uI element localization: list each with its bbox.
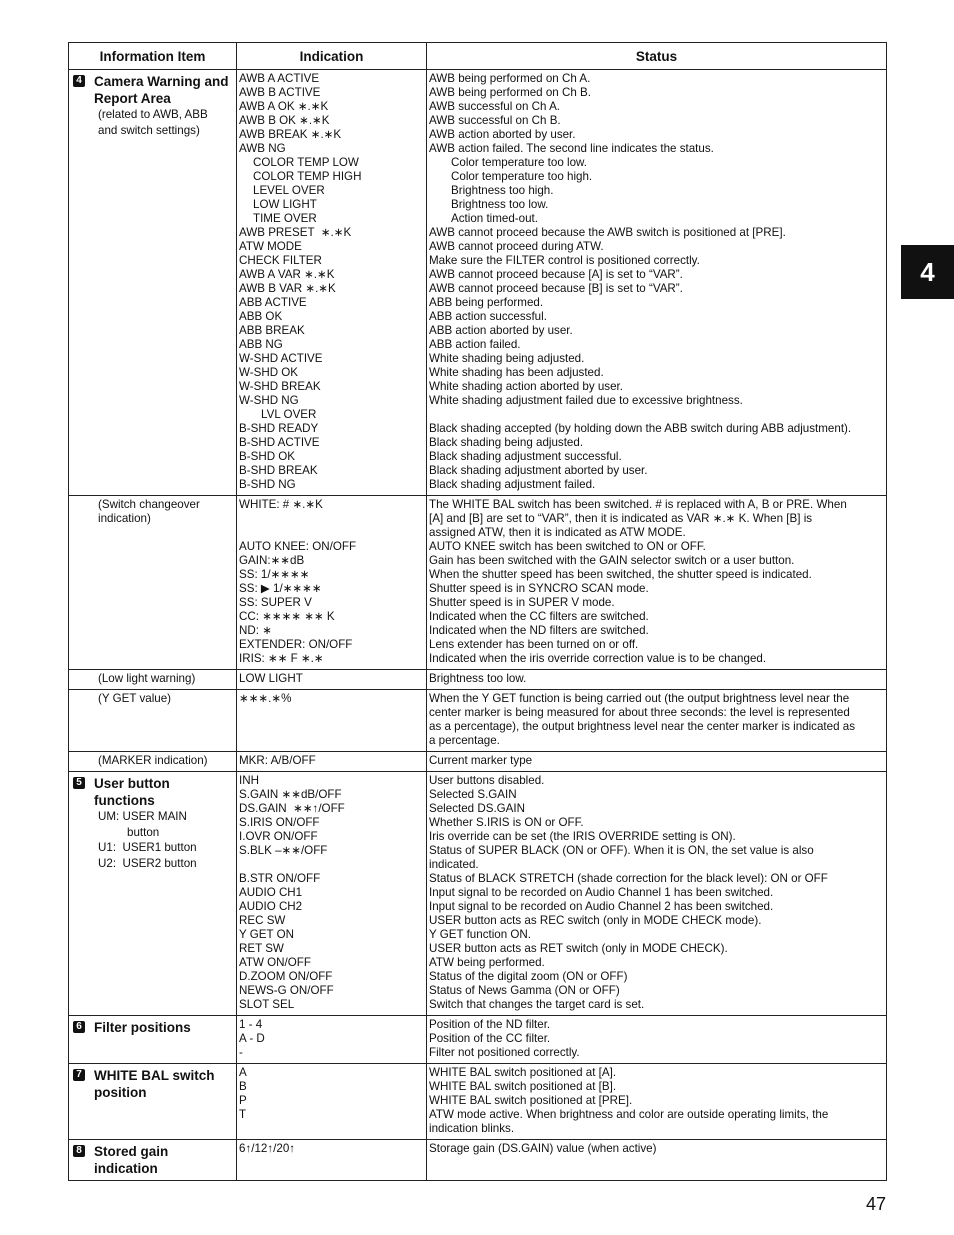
indication-line: -: [239, 1046, 243, 1059]
indication-line: EXTENDER: ON/OFF: [239, 638, 353, 651]
indication-line: LOW LIGHT: [253, 198, 317, 211]
section-title-line: WHITE BAL switch: [94, 1068, 215, 1083]
indication-line: W-SHD BREAK: [239, 380, 321, 393]
status-line: AWB being performed on Ch B.: [429, 86, 591, 99]
section-subtitle: [71, 107, 234, 138]
indication-line: MKR: A/B/OFF: [239, 754, 316, 767]
indication-line: ND: ∗: [239, 624, 272, 637]
status-line: Whether S.IRIS is ON or OFF.: [429, 816, 584, 829]
status-line: Input signal to be recorded on Audio Channel 1 has been switched.: [429, 886, 774, 899]
status-line: Status of the digital zoom (ON or OFF): [429, 970, 628, 983]
status-line: Black shading accepted (by holding down the ABB switch during ABB adjustment).: [429, 422, 852, 435]
status-line: AWB action aborted by user.: [429, 128, 576, 141]
section-subtitle-line: U1: USER1 button: [98, 841, 197, 854]
table-row: [69, 1016, 887, 1064]
indication-line: COLOR TEMP HIGH: [253, 170, 362, 183]
indication-line: B-SHD BREAK: [239, 464, 318, 477]
status-line: WHITE BAL switch positioned at [PRE].: [429, 1094, 633, 1107]
section-subtitle-line: and switch settings): [98, 123, 200, 137]
section-title-line: Stored gain: [94, 1144, 169, 1159]
table-header-row: [69, 43, 887, 70]
indication-line: [239, 526, 424, 540]
indication-line: [239, 858, 424, 872]
section-title: [71, 775, 234, 809]
indication-line: GAIN:∗∗dB: [239, 554, 305, 567]
indication-line: LOW LIGHT: [239, 672, 303, 685]
indication-line: AWB A VAR ∗.∗K: [239, 268, 335, 281]
indication-line: CHECK FILTER: [239, 254, 322, 267]
indication-line: AWB B ACTIVE: [239, 86, 321, 99]
indication-line: W-SHD OK: [239, 366, 299, 379]
section-title-line: Report Area: [94, 91, 171, 106]
indication-line: DS.GAIN ∗∗↑/OFF: [239, 802, 345, 815]
status-line: Y GET function ON.: [429, 928, 532, 941]
indication-line: LEVEL OVER: [253, 184, 325, 197]
status-line: White shading being adjusted.: [429, 352, 585, 365]
status-line: [A] and [B] are set to “VAR”, then it is indicated as VAR ∗.∗ K. When [B] is: [429, 512, 813, 525]
status-line: Brightness too low.: [451, 198, 549, 211]
indication-cell: [237, 1016, 427, 1064]
status-line: Position of the ND filter.: [429, 1018, 551, 1031]
status-line: Shutter speed is in SYNCRO SCAN mode.: [429, 582, 649, 595]
item-label: [71, 498, 234, 526]
status-line: AWB successful on Ch B.: [429, 114, 561, 127]
section-number-badge: 7: [73, 1069, 85, 1081]
indication-line: B-SHD OK: [239, 450, 296, 463]
information-item-cell: [69, 670, 237, 690]
status-line: Gain has been switched with the GAIN selector switch or a user button.: [429, 554, 795, 567]
header-status: Status: [427, 43, 887, 70]
section-number-badge: 5: [73, 777, 85, 789]
status-line: AWB cannot proceed because [B] is set to “VAR”.: [429, 282, 683, 295]
indication-line: T: [239, 1108, 247, 1121]
indication-line: COLOR TEMP LOW: [253, 156, 359, 169]
indication-line: AWB A OK ∗.∗K: [239, 100, 329, 113]
chapter-tab: 4: [901, 245, 954, 299]
indication-line: AUTO KNEE: ON/OFF: [239, 540, 357, 553]
section-title: [71, 1067, 234, 1101]
item-label-line: (Y GET value): [98, 692, 172, 705]
indication-line: WHITE: # ∗.∗K: [239, 498, 323, 511]
indication-line: P: [239, 1094, 247, 1107]
section-subtitle: [71, 809, 234, 871]
indication-line: SLOT SEL: [239, 998, 295, 1011]
section-title-text: [94, 775, 170, 809]
status-cell: [427, 1064, 887, 1140]
table-row: [69, 496, 887, 670]
section-title-line: indication: [94, 1161, 158, 1176]
indication-line: LVL OVER: [261, 408, 317, 421]
status-line: AWB action failed. The second line indicates the status.: [429, 142, 714, 155]
status-line: AWB cannot proceed because the AWB switch is positioned at [PRE].: [429, 226, 786, 239]
status-line: Color temperature too low.: [451, 156, 587, 169]
information-item-cell: [69, 690, 237, 752]
status-line: Status of BLACK STRETCH (shade correction for the black level): ON or OFF: [429, 872, 828, 885]
indication-line: AWB NG: [239, 142, 286, 155]
status-line: Iris override can be set (the IRIS OVERRIDE setting is ON).: [429, 830, 736, 843]
indication-line: A - D: [239, 1032, 265, 1045]
status-line: AWB successful on Ch A.: [429, 100, 561, 113]
indication-line: [239, 1122, 424, 1136]
information-table: [68, 42, 887, 1181]
status-line: When the Y GET function is being carried out (the output brightness level near the: [429, 692, 850, 705]
section-number-badge: 6: [73, 1021, 85, 1033]
status-line: WHITE BAL switch positioned at [B].: [429, 1080, 617, 1093]
status-line: center marker is being measured for about three seconds: the level is represented: [429, 706, 850, 719]
item-label: [71, 754, 234, 768]
status-line: Indicated when the ND filters are switched.: [429, 624, 649, 637]
indication-cell: [237, 670, 427, 690]
indication-line: ABB ACTIVE: [239, 296, 307, 309]
table-row: [69, 1064, 887, 1140]
status-cell: [427, 1140, 887, 1181]
section-subtitle-line: button: [98, 825, 160, 839]
status-cell: [427, 690, 887, 752]
status-line: AWB cannot proceed because [A] is set to “VAR”.: [429, 268, 683, 281]
indication-line: AWB B OK ∗.∗K: [239, 114, 330, 127]
status-line: ABB action successful.: [429, 310, 547, 323]
status-cell: [427, 670, 887, 690]
indication-line: AUDIO CH1: [239, 886, 303, 899]
information-item-cell: [69, 70, 237, 496]
status-cell: [427, 772, 887, 1016]
status-line: Black shading adjustment aborted by user.: [429, 464, 648, 477]
indication-line: ABB BREAK: [239, 324, 305, 337]
indication-line: AWB B VAR ∗.∗K: [239, 282, 336, 295]
indication-line: ∗∗∗.∗%: [239, 692, 292, 705]
indication-line: INH: [239, 774, 259, 787]
status-line: WHITE BAL switch positioned at [A].: [429, 1066, 617, 1079]
item-label-line: (Low light warning): [98, 672, 196, 685]
indication-cell: [237, 1064, 427, 1140]
status-line: Brightness too high.: [451, 184, 554, 197]
indication-line: ATW MODE: [239, 240, 302, 253]
status-cell: [427, 1016, 887, 1064]
indication-line: B-SHD READY: [239, 422, 319, 435]
status-line: USER button acts as REC switch (only in MODE CHECK mode).: [429, 914, 762, 927]
indication-line: SS: ▶ 1/∗∗∗∗: [239, 582, 322, 595]
indication-line: AWB A ACTIVE: [239, 72, 320, 85]
section-title: [71, 1143, 234, 1177]
indication-line: S.BLK –∗∗/OFF: [239, 844, 328, 857]
table-row: [69, 772, 887, 1016]
status-cell: [427, 752, 887, 772]
status-line: White shading adjustment failed due to excessive brightness.: [429, 394, 743, 407]
information-item-cell: [69, 772, 237, 1016]
information-item-cell: [69, 1016, 237, 1064]
indication-line: B-SHD ACTIVE: [239, 436, 320, 449]
indication-line: ATW ON/OFF: [239, 956, 311, 969]
indication-line: NEWS-G ON/OFF: [239, 984, 334, 997]
indication-line: B-SHD NG: [239, 478, 296, 491]
indication-line: 1 - 4: [239, 1018, 263, 1031]
section-title-line: Camera Warning and: [94, 74, 229, 89]
status-line: assigned ATW, then it is indicated as ATW MODE.: [429, 526, 686, 539]
status-line: Position of the CC filter.: [429, 1032, 551, 1045]
status-line: Black shading adjustment failed.: [429, 478, 596, 491]
status-line: indicated.: [429, 858, 479, 871]
indication-line: B.STR ON/OFF: [239, 872, 321, 885]
status-line: White shading action aborted by user.: [429, 380, 623, 393]
status-line: Brightness too low.: [429, 672, 527, 685]
information-item-cell: [69, 496, 237, 670]
status-cell: [427, 496, 887, 670]
indication-line: AWB BREAK ∗.∗K: [239, 128, 342, 141]
indication-line: SS: SUPER V: [239, 596, 312, 609]
status-line: Filter not positioned correctly.: [429, 1046, 580, 1059]
status-line: Black shading adjustment successful.: [429, 450, 622, 463]
indication-line: ABB NG: [239, 338, 283, 351]
section-subtitle-line: U2: USER2 button: [98, 856, 197, 870]
indication-line: SS: 1/∗∗∗∗: [239, 568, 310, 581]
status-line: Input signal to be recorded on Audio Channel 2 has been switched.: [429, 900, 774, 913]
status-line: Current marker type: [429, 754, 533, 767]
table-row: [69, 690, 887, 752]
status-line: Selected DS.GAIN: [429, 802, 526, 815]
indication-line: D.ZOOM ON/OFF: [239, 970, 333, 983]
indication-line: TIME OVER: [253, 212, 317, 225]
indication-line: A: [239, 1066, 247, 1079]
page-number: 47: [866, 1194, 887, 1214]
status-line: User buttons disabled.: [429, 774, 545, 787]
status-line: as a percentage), the output brightness level near the center marker is indicated as: [429, 720, 855, 733]
section-title: [71, 73, 234, 107]
status-line: ATW mode active. When brightness and color are outside operating limits, the: [429, 1108, 829, 1121]
indication-line: S.IRIS ON/OFF: [239, 816, 320, 829]
status-line: Storage gain (DS.GAIN) value (when active): [429, 1142, 657, 1155]
item-label-line: indication): [98, 512, 151, 525]
table-row: [69, 670, 887, 690]
indication-line: RET SW: [239, 942, 284, 955]
status-line: AWB cannot proceed during ATW.: [429, 240, 604, 253]
information-item-cell: [69, 1140, 237, 1181]
status-line: When the shutter speed has been switched, the shutter speed is indicated.: [429, 568, 812, 581]
section-title-text: [94, 1019, 191, 1036]
status-line: ABB being performed.: [429, 296, 544, 309]
header-information-item: Information Item: [69, 43, 237, 70]
indication-cell: [237, 1140, 427, 1181]
status-line: The WHITE BAL switch has been switched. # is replaced with A, B or PRE. When: [429, 498, 847, 511]
indication-line: B: [239, 1080, 247, 1093]
status-line: Indicated when the iris override correction value is to be changed.: [429, 652, 767, 665]
status-line: Status of News Gamma (ON or OFF): [429, 984, 620, 997]
indication-line: AUDIO CH2: [239, 900, 303, 913]
section-title-line: Filter positions: [94, 1020, 191, 1035]
indication-line: W-SHD NG: [239, 394, 299, 407]
indication-cell: [237, 752, 427, 772]
indication-line: [239, 512, 424, 526]
indication-line: CC: ∗∗∗∗ ∗∗ K: [239, 610, 335, 623]
information-item-cell: [69, 752, 237, 772]
status-line: Action timed-out.: [451, 212, 538, 225]
status-line: Make sure the FILTER control is positioned correctly.: [429, 254, 700, 267]
indication-cell: [237, 70, 427, 496]
section-number-badge: 8: [73, 1145, 85, 1157]
status-line: Shutter speed is in SUPER V mode.: [429, 596, 615, 609]
indication-line: I.OVR ON/OFF: [239, 830, 318, 843]
indication-cell: [237, 772, 427, 1016]
status-line: Lens extender has been turned on or off.: [429, 638, 639, 651]
status-line: AWB being performed on Ch A.: [429, 72, 591, 85]
status-line: ABB action failed.: [429, 338, 521, 351]
table-row: [69, 752, 887, 772]
status-line: a percentage.: [429, 734, 500, 747]
section-title-line: position: [94, 1085, 147, 1100]
status-line: Indicated when the CC filters are switched.: [429, 610, 649, 623]
status-line: Black shading being adjusted.: [429, 436, 584, 449]
section-number-badge: 4: [73, 75, 85, 87]
status-line: indication blinks.: [429, 1122, 515, 1135]
indication-line: IRIS: ∗∗ F ∗.∗: [239, 652, 324, 665]
section-title-text: [94, 1143, 168, 1177]
item-label: [71, 672, 234, 686]
section-title: [71, 1019, 234, 1036]
section-title-text: [94, 73, 229, 107]
header-indication: Indication: [237, 43, 427, 70]
table-body: [69, 70, 887, 1181]
item-label-line: (MARKER indication): [98, 754, 208, 767]
status-line: White shading has been adjusted.: [429, 366, 604, 379]
status-line: USER button acts as RET switch (only in MODE CHECK).: [429, 942, 728, 955]
status-line: AUTO KNEE switch has been switched to ON or OFF.: [429, 540, 706, 553]
indication-line: S.GAIN ∗∗dB/OFF: [239, 788, 342, 801]
section-title-line: functions: [94, 793, 155, 808]
status-line: ATW being performed.: [429, 956, 545, 969]
indication-cell: [237, 690, 427, 752]
section-subtitle-line: (related to AWB, ABB: [98, 108, 208, 121]
indication-line: 6↑/12↑/20↑: [239, 1142, 296, 1155]
item-label: [71, 692, 234, 706]
information-item-cell: [69, 1064, 237, 1140]
section-subtitle-line: UM: USER MAIN: [98, 810, 187, 823]
table-row: [69, 70, 887, 496]
status-line: Switch that changes the target card is set.: [429, 998, 645, 1011]
status-cell: [427, 70, 887, 496]
item-label-line: (Switch changeover: [98, 498, 200, 511]
indication-line: REC SW: [239, 914, 286, 927]
indication-line: AWB PRESET ∗.∗K: [239, 226, 352, 239]
status-line: Status of SUPER BLACK (ON or OFF). When it is ON, the set value is also: [429, 844, 814, 857]
status-line: Selected S.GAIN: [429, 788, 517, 801]
section-title-line: User button: [94, 776, 170, 791]
status-line: [429, 408, 884, 422]
indication-line: W-SHD ACTIVE: [239, 352, 323, 365]
indication-line: ABB OK: [239, 310, 283, 323]
indication-cell: [237, 496, 427, 670]
section-title-text: [94, 1067, 215, 1101]
indication-line: Y GET ON: [239, 928, 294, 941]
status-line: ABB action aborted by user.: [429, 324, 573, 337]
status-line: Color temperature too high.: [451, 170, 593, 183]
table-row: [69, 1140, 887, 1181]
